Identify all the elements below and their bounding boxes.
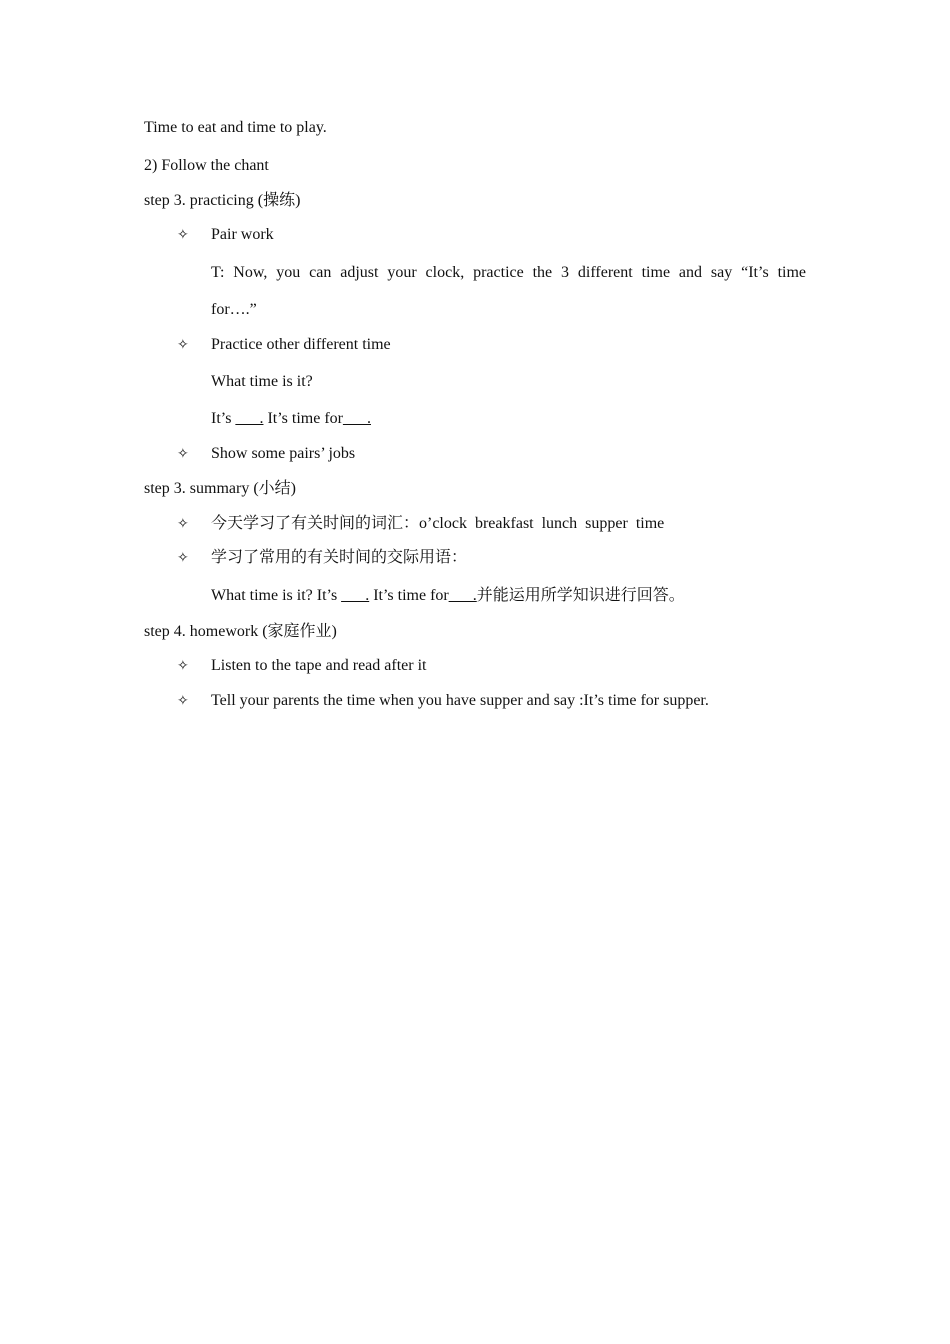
bullet-item-tell-parents xyxy=(177,691,709,711)
bullet-text: Pair work xyxy=(211,226,274,243)
diamond-star-bullet-icon: ✧ xyxy=(177,516,189,532)
diamond-star-bullet-icon: ✧ xyxy=(177,550,189,566)
fill-blank: ___. xyxy=(343,410,371,427)
diamond-star-bullet-icon: ✧ xyxy=(177,446,189,462)
diamond-star-bullet-icon: ✧ xyxy=(177,658,189,674)
text-fragment: 并能运用所学知识进行回答。 xyxy=(476,587,685,604)
text-fragment: What time is it? It’s xyxy=(211,587,342,604)
text-fragment: It’s xyxy=(211,410,236,427)
text-line-summary-dialogue xyxy=(211,586,685,606)
text-fragment: It’s time for xyxy=(369,587,449,604)
bullet-text: 学习了常用的有关时间的交际用语： xyxy=(211,549,468,566)
fill-blank: ___. xyxy=(448,587,477,604)
bullet-text: Show some pairs’ jobs xyxy=(211,445,356,462)
heading-step3-practicing: step 3. practicing (操练) xyxy=(144,192,301,209)
heading-step4-homework: step 4. homework (家庭作业) xyxy=(144,623,337,640)
bullet-text: 今天学习了有关时间的词汇：o’clock breakfast lunch supper time xyxy=(211,515,665,532)
text-line-what-time: What time is it? xyxy=(211,373,313,390)
text-line-its-time-for xyxy=(211,409,371,429)
diamond-star-bullet-icon: ✧ xyxy=(177,693,189,709)
bullet-item-practice-time xyxy=(177,335,391,355)
bullet-item-vocabulary xyxy=(177,514,664,534)
bullet-item-expressions xyxy=(177,548,467,568)
bullet-text: Listen to the tape and read after it xyxy=(211,657,427,674)
text-fragment: It’s time for xyxy=(263,410,343,427)
diamond-star-bullet-icon: ✧ xyxy=(177,227,189,243)
text-line-teacher-instruction-cont: for….” xyxy=(211,301,257,318)
bullet-text: Practice other different time xyxy=(211,336,391,353)
bullet-text: Tell your parents the time when you have supper and say :It’s time for supper. xyxy=(211,692,709,709)
fill-blank: ___. xyxy=(341,587,370,604)
fill-blank: ___. xyxy=(235,410,264,427)
bullet-item-listen-tape xyxy=(177,656,426,676)
heading-step3-summary: step 3. summary (小结) xyxy=(144,480,296,497)
diamond-star-bullet-icon: ✧ xyxy=(177,337,189,353)
text-line-follow-chant: 2) Follow the chant xyxy=(144,157,269,174)
bullet-item-pair-work xyxy=(177,225,274,245)
text-line-time-to-eat: Time to eat and time to play. xyxy=(144,119,327,136)
bullet-item-show-pairs xyxy=(177,444,355,464)
text-line-teacher-instruction: T: Now, you can adjust your clock, practice the 3 different time and say “It’s time xyxy=(211,264,806,281)
